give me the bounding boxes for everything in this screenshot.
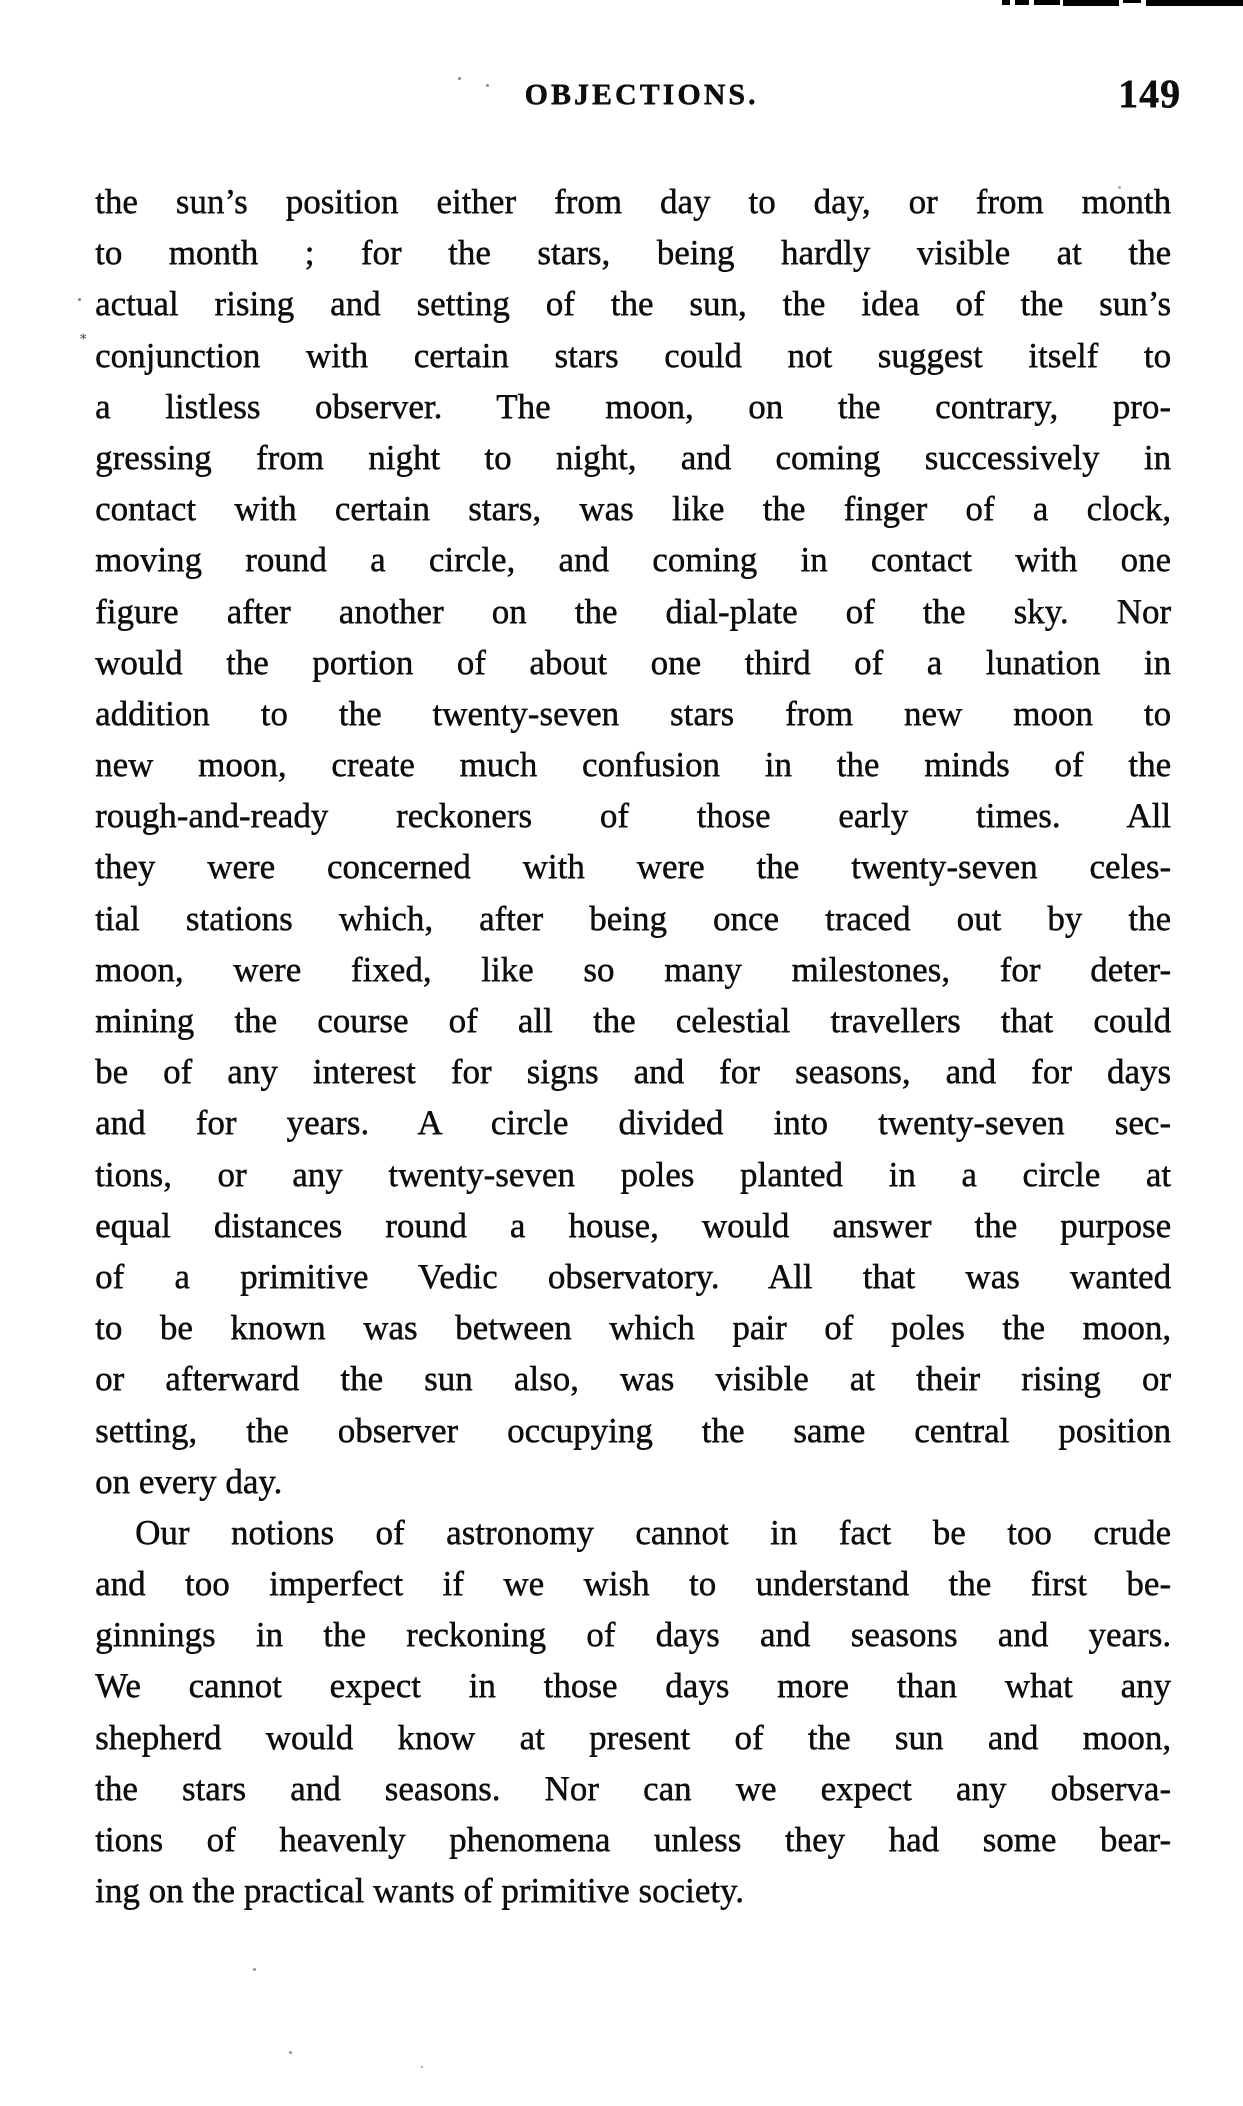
text-line: moving round a circle, and coming in contact with one — [95, 540, 1171, 580]
scan-speck — [78, 298, 81, 301]
text-line: conjunction with certain stars could not suggest itself to — [95, 335, 1171, 375]
text-line: ing on the practical wants of primitive society. — [95, 1871, 744, 1911]
text-line: they were concerned with were the twenty-seven celes- — [95, 847, 1171, 887]
text-line: the sun’s position either from day to day, or from month — [95, 182, 1171, 221]
text-line: We cannot expect in those days more than what any — [95, 1666, 1171, 1706]
running-header — [0, 66, 1243, 118]
scan-speck — [1118, 186, 1121, 189]
text-line: and too imperfect if we wish to understand the first be- — [95, 1564, 1171, 1604]
text-line: a listless observer. The moon, on the contrary, pro- — [95, 386, 1171, 426]
text-line: or afterward the sun also, was visible at their rising or — [95, 1359, 1171, 1399]
text-line: Our notions of astronomy cannot in fact be too crude — [135, 1512, 1171, 1552]
text-line: rough-and-ready reckoners of those early times. All — [95, 796, 1171, 836]
text-line: figure after another on the dial-plate of the sky. Nor — [95, 591, 1171, 631]
text-line: to be known was between which pair of poles the moon, — [95, 1308, 1171, 1348]
text-line: ginnings in the reckoning of days and seasons and years. — [95, 1615, 1171, 1655]
text-line: addition to the twenty-seven stars from new moon to — [95, 693, 1171, 733]
text-line: mining the course of all the celestial travellers that could — [95, 1001, 1171, 1040]
text-line: would the portion of about one third of a lunation in — [95, 642, 1171, 682]
running-header-title: OBJECTIONS. — [524, 78, 759, 111]
text-line: on every day. — [95, 1461, 283, 1501]
scan-speck — [421, 2066, 423, 2068]
text-line: moon, were fixed, like so many milestones, for deter- — [95, 949, 1171, 989]
page-body-text — [95, 176, 1171, 1916]
text-line: to month ; for the stars, being hardly visible at the — [95, 233, 1171, 273]
scan-speck — [486, 84, 489, 87]
text-line: tial stations which, after being once traced out by the — [95, 898, 1171, 938]
text-line: setting, the observer occupying the same central position — [95, 1410, 1171, 1450]
paragraph-1 — [95, 176, 1171, 1507]
page-number: 149 — [1118, 71, 1181, 116]
scan-speck: ⁎ — [80, 327, 87, 342]
text-line: tions, or any twenty-seven poles planted in a circle at — [95, 1154, 1171, 1194]
text-line: of a primitive Vedic observatory. All that was wanted — [95, 1256, 1171, 1296]
scan-edge-artifact — [0, 0, 1243, 8]
scan-speck — [289, 2051, 292, 2054]
text-line: equal distances round a house, would answer the purpose — [95, 1205, 1171, 1245]
text-line: contact with certain stars, was like the finger of a clock, — [95, 489, 1171, 529]
scan-speck — [458, 77, 461, 80]
paragraph-2 — [95, 1507, 1171, 1917]
text-line: and for years. A circle divided into twenty-seven sec- — [95, 1103, 1171, 1143]
text-line: actual rising and setting of the sun, the idea of the sun’s — [95, 284, 1171, 324]
text-line: gressing from night to night, and coming successively in — [95, 437, 1171, 477]
text-line: new moon, create much confusion in the minds of the — [95, 745, 1171, 785]
text-line: the stars and seasons. Nor can we expect any observa- — [95, 1768, 1171, 1808]
text-line: tions of heavenly phenomena unless they had some bear- — [95, 1820, 1171, 1859]
text-line: shepherd would know at present of the sun and moon, — [95, 1717, 1171, 1757]
scan-speck — [253, 1968, 256, 1971]
text-line: be of any interest for signs and for seasons, and for days — [95, 1052, 1171, 1092]
